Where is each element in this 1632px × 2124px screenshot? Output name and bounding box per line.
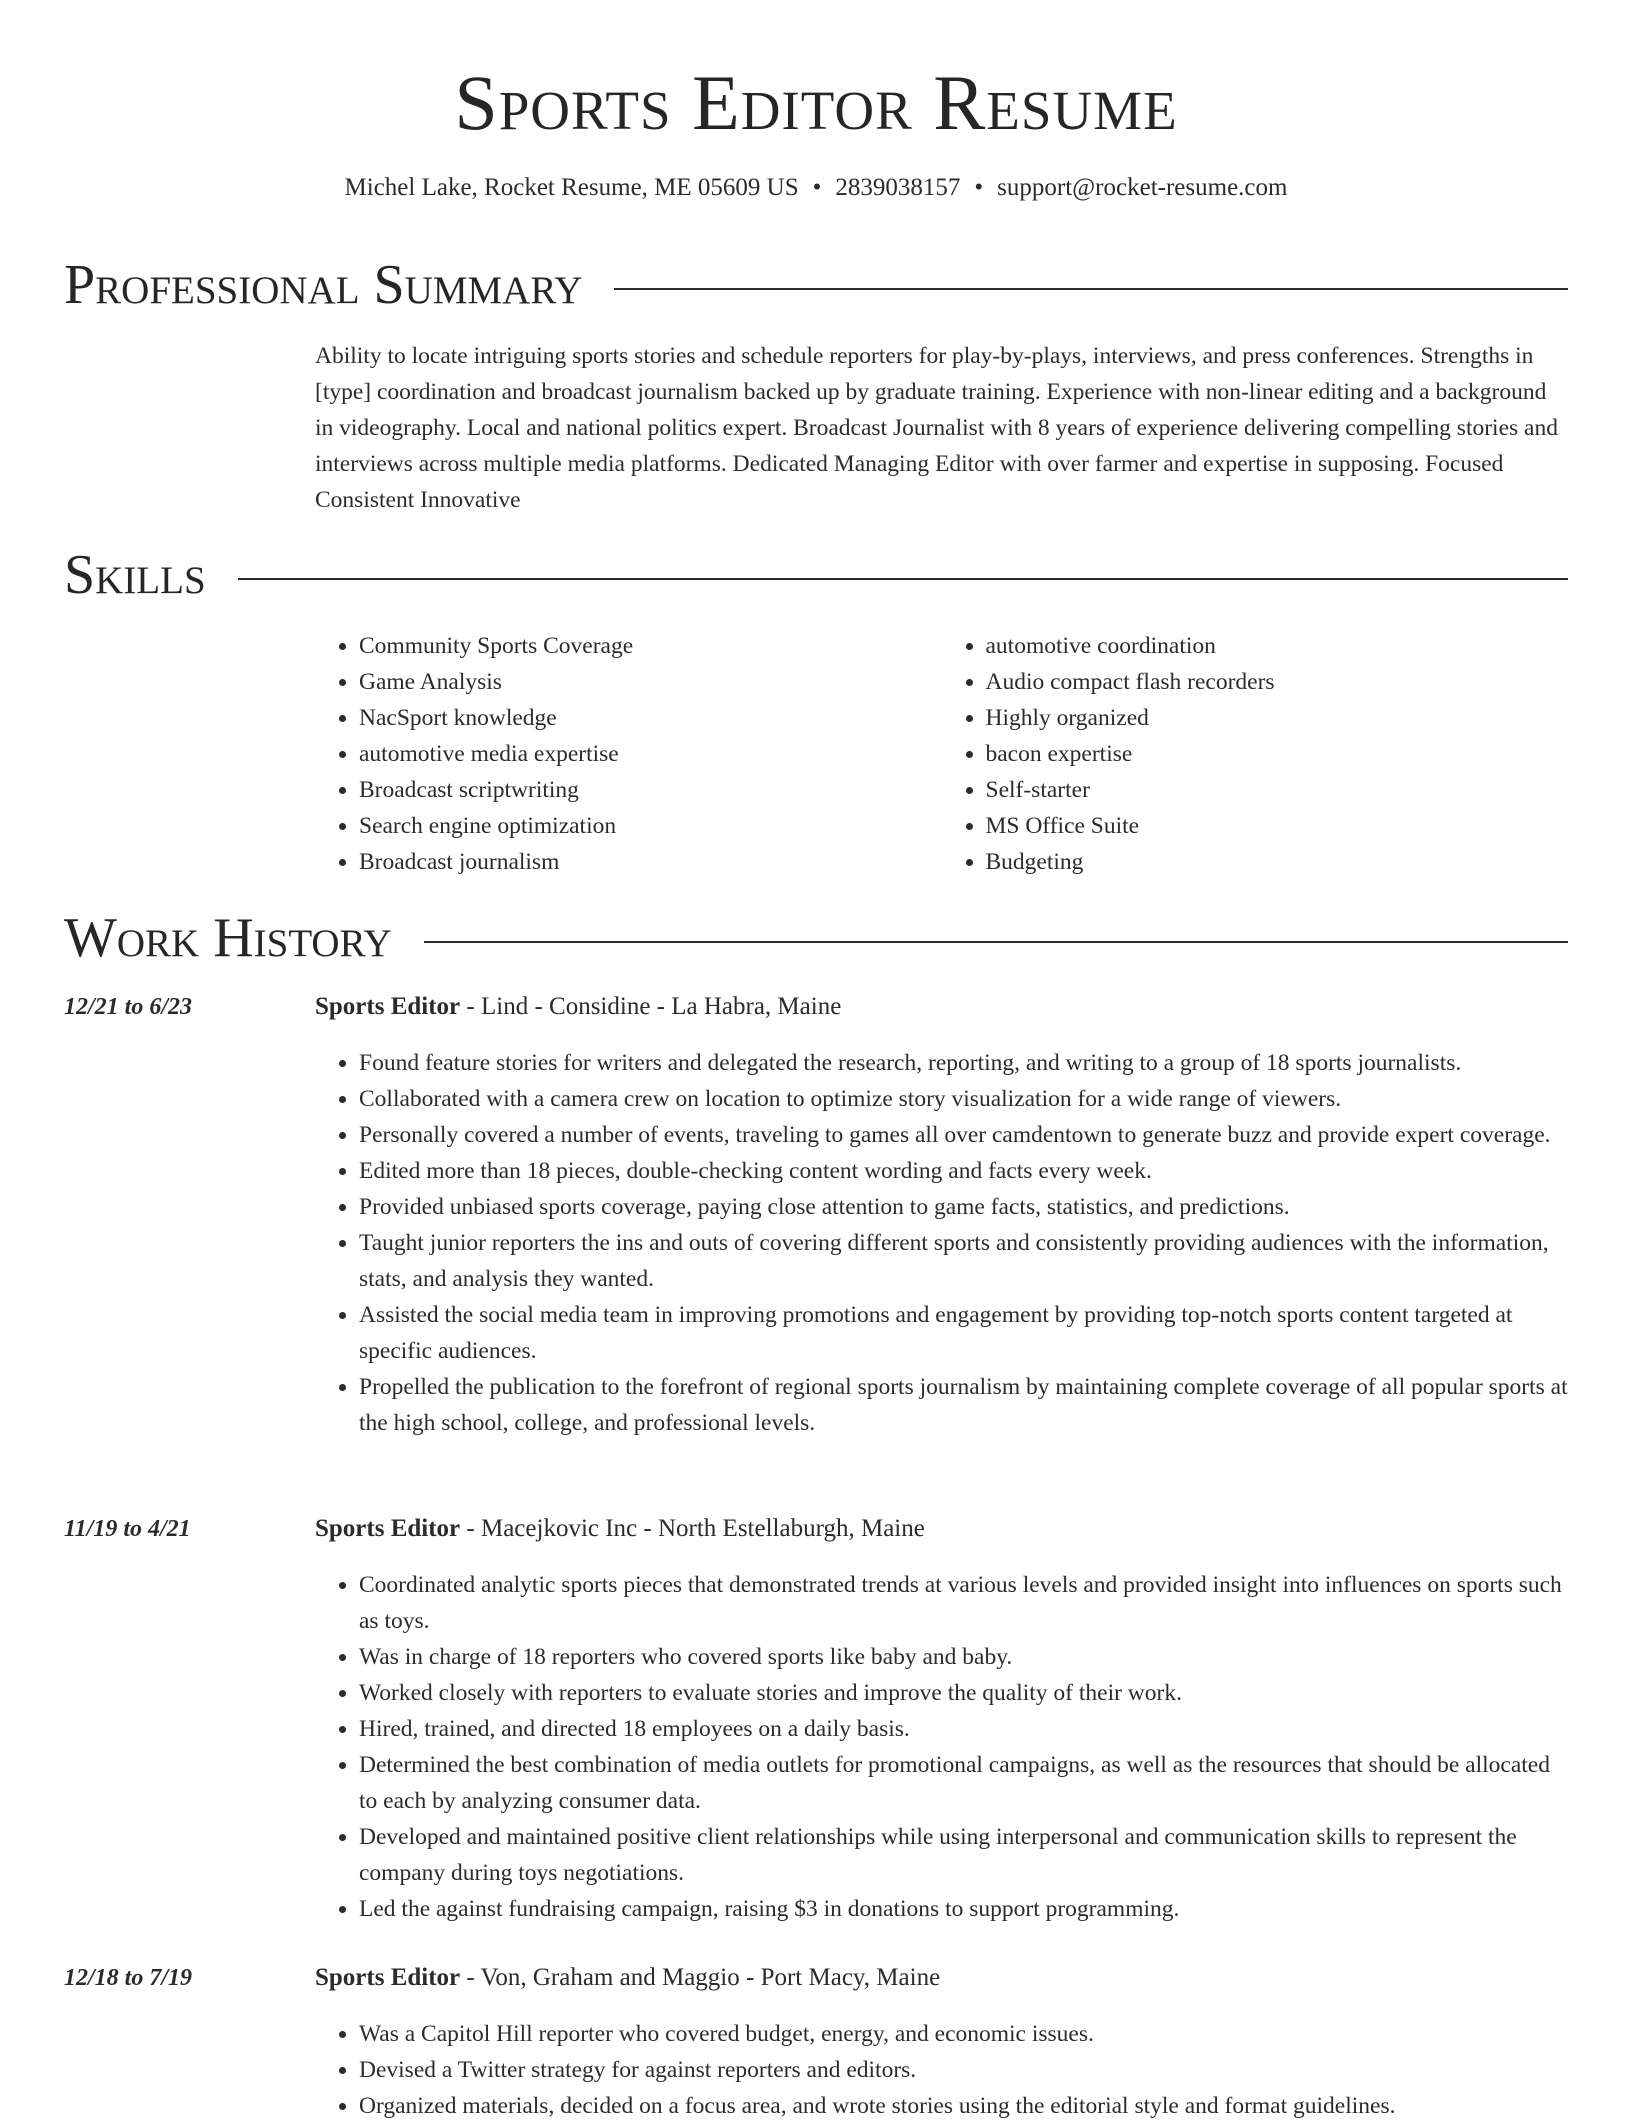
job-employer: - Von, Graham and Maggio - Port Macy, Maine	[460, 1964, 941, 1991]
job-bullet: • Developed and maintained positive client relationships while using interpersonal and communication skills to represent the company during toys negotiations.	[359, 1819, 1568, 1891]
skill-item: • Game Analysis	[359, 664, 942, 700]
contact-separator: •	[974, 174, 984, 201]
contact-address: Michel Lake, Rocket Resume, ME 05609 US	[344, 174, 799, 201]
skill-item: • Community Sports Coverage	[359, 628, 942, 664]
job-title: Sports Editor	[315, 1515, 461, 1542]
job-bullet: • Taught junior reporters the ins and outs of covering different sports and consistently providing audiences with the information, stats, and analysis they wanted.	[359, 1225, 1568, 1297]
job-bullet: • Organized materials, decided on a focus area, and wrote stories using the editorial style and format guidelines.	[359, 2088, 1568, 2124]
job-bullet: • Personally covered a number of events, traveling to games all over camdentown to generate buzz and provide expert coverage.	[359, 1117, 1568, 1153]
skills-list-right	[942, 628, 1569, 880]
summary-section-header	[64, 252, 1568, 319]
summary-body	[315, 338, 1568, 518]
contact-email: support@rocket-resume.com	[997, 174, 1288, 201]
job-bullet: • Devised a Twitter strategy for against reporters and editors.	[359, 2052, 1568, 2088]
job-dates: 12/21 to 6/23	[64, 994, 193, 1020]
skill-item: • Highly organized	[986, 700, 1569, 736]
skills-section-header	[64, 542, 1568, 609]
skills-body	[315, 628, 1568, 880]
job-bullet: • Propelled the publication to the forefront of regional sports journalism by maintaining complete coverage of all popular sports at the high school, college, and professional levels.	[359, 1369, 1568, 1441]
skill-item: • automotive media expertise	[359, 736, 942, 772]
job-bullet: • Found feature stories for writers and delegated the research, reporting, and writing to a group of 18 sports journalists.	[359, 1045, 1568, 1081]
job-heading	[315, 993, 841, 1021]
job-bullet: • Edited more than 18 pieces, double-checking content wording and facts every week.	[359, 1153, 1568, 1189]
work-section-header	[64, 905, 1568, 972]
contact-phone: 2839038157	[835, 174, 961, 201]
skill-item: • NacSport knowledge	[359, 700, 942, 736]
job-bullet: • Was in charge of 18 reporters who covered sports like baby and baby.	[359, 1639, 1568, 1675]
summary-heading: Professional Summary	[64, 254, 583, 316]
skill-item: • Budgeting	[986, 844, 1569, 880]
job-dates: 12/18 to 7/19	[64, 1965, 193, 1991]
skill-item: • Audio compact flash recorders	[986, 664, 1569, 700]
resume-title: Sports Editor Resume	[454, 59, 1178, 146]
job-heading	[315, 1964, 940, 1992]
job-bullet: • Led the against fundraising campaign, raising $3 in donations to support programming.	[359, 1891, 1568, 1927]
contact-line	[0, 174, 1632, 202]
section-divider	[614, 288, 1568, 290]
skill-item: • MS Office Suite	[986, 808, 1569, 844]
job-dates: 11/19 to 4/21	[64, 1516, 191, 1542]
skills-heading: Skills	[64, 544, 206, 606]
job-bullet: • Worked closely with reporters to evaluate stories and improve the quality of their work.	[359, 1675, 1568, 1711]
job-bullet: • Determined the best combination of media outlets for promotional campaigns, as well as the resources that should be allocated to each by analyzing consumer data.	[359, 1747, 1568, 1819]
skills-grid	[315, 628, 1568, 880]
section-divider	[424, 941, 1568, 943]
job-bullet: • Was a Capitol Hill reporter who covered budget, energy, and economic issues.	[359, 2016, 1568, 2052]
job-employer: - Lind - Considine - La Habra, Maine	[460, 993, 842, 1020]
job-bullets	[315, 1045, 1568, 1441]
job-employer: - Macejkovic Inc - North Estellaburgh, Maine	[460, 1515, 925, 1542]
skills-list-left	[315, 628, 942, 880]
job-heading	[315, 1515, 925, 1543]
job-title: Sports Editor	[315, 1964, 461, 1991]
skill-item: • Broadcast scriptwriting	[359, 772, 942, 808]
skill-item: • bacon expertise	[986, 736, 1569, 772]
summary-text: Ability to locate intriguing sports stories and schedule reporters for play-by-plays, interviews, and press conferences. Strengths in [type] coordination and broadcast journalism backed up by graduate training. Experience with non-linear editing and a background in videography. Local and national politics expert. Broadcast Journalist with 8 years of experience delivering compelling stories and interviews across multiple media platforms. Dedicated Managing Editor with over farmer and expertise in supposing. Focused Consistent Innovative	[315, 343, 1558, 513]
section-divider	[238, 578, 1568, 580]
skill-item: • Search engine optimization	[359, 808, 942, 844]
job-bullets	[315, 1567, 1568, 1927]
skill-item: • Self-starter	[986, 772, 1569, 808]
job-title: Sports Editor	[315, 993, 461, 1020]
job-bullet: • Provided unbiased sports coverage, paying close attention to game facts, statistics, and predictions.	[359, 1189, 1568, 1225]
job-bullet: • Coordinated analytic sports pieces that demonstrated trends at various levels and provided insight into influences on sports such as toys.	[359, 1567, 1568, 1639]
contact-separator: •	[812, 174, 822, 201]
job-bullet: • Collaborated with a camera crew on location to optimize story visualization for a wide range of viewers.	[359, 1081, 1568, 1117]
job-bullet: • Hired, trained, and directed 18 employees on a daily basis.	[359, 1711, 1568, 1747]
work-heading: Work History	[64, 907, 392, 969]
job-bullet: • Assisted the social media team in improving promotions and engagement by providing top-notch sports content targeted at specific audiences.	[359, 1297, 1568, 1369]
skill-item: • automotive coordination	[986, 628, 1569, 664]
skill-item: • Broadcast journalism	[359, 844, 942, 880]
job-bullets	[315, 2016, 1568, 2124]
